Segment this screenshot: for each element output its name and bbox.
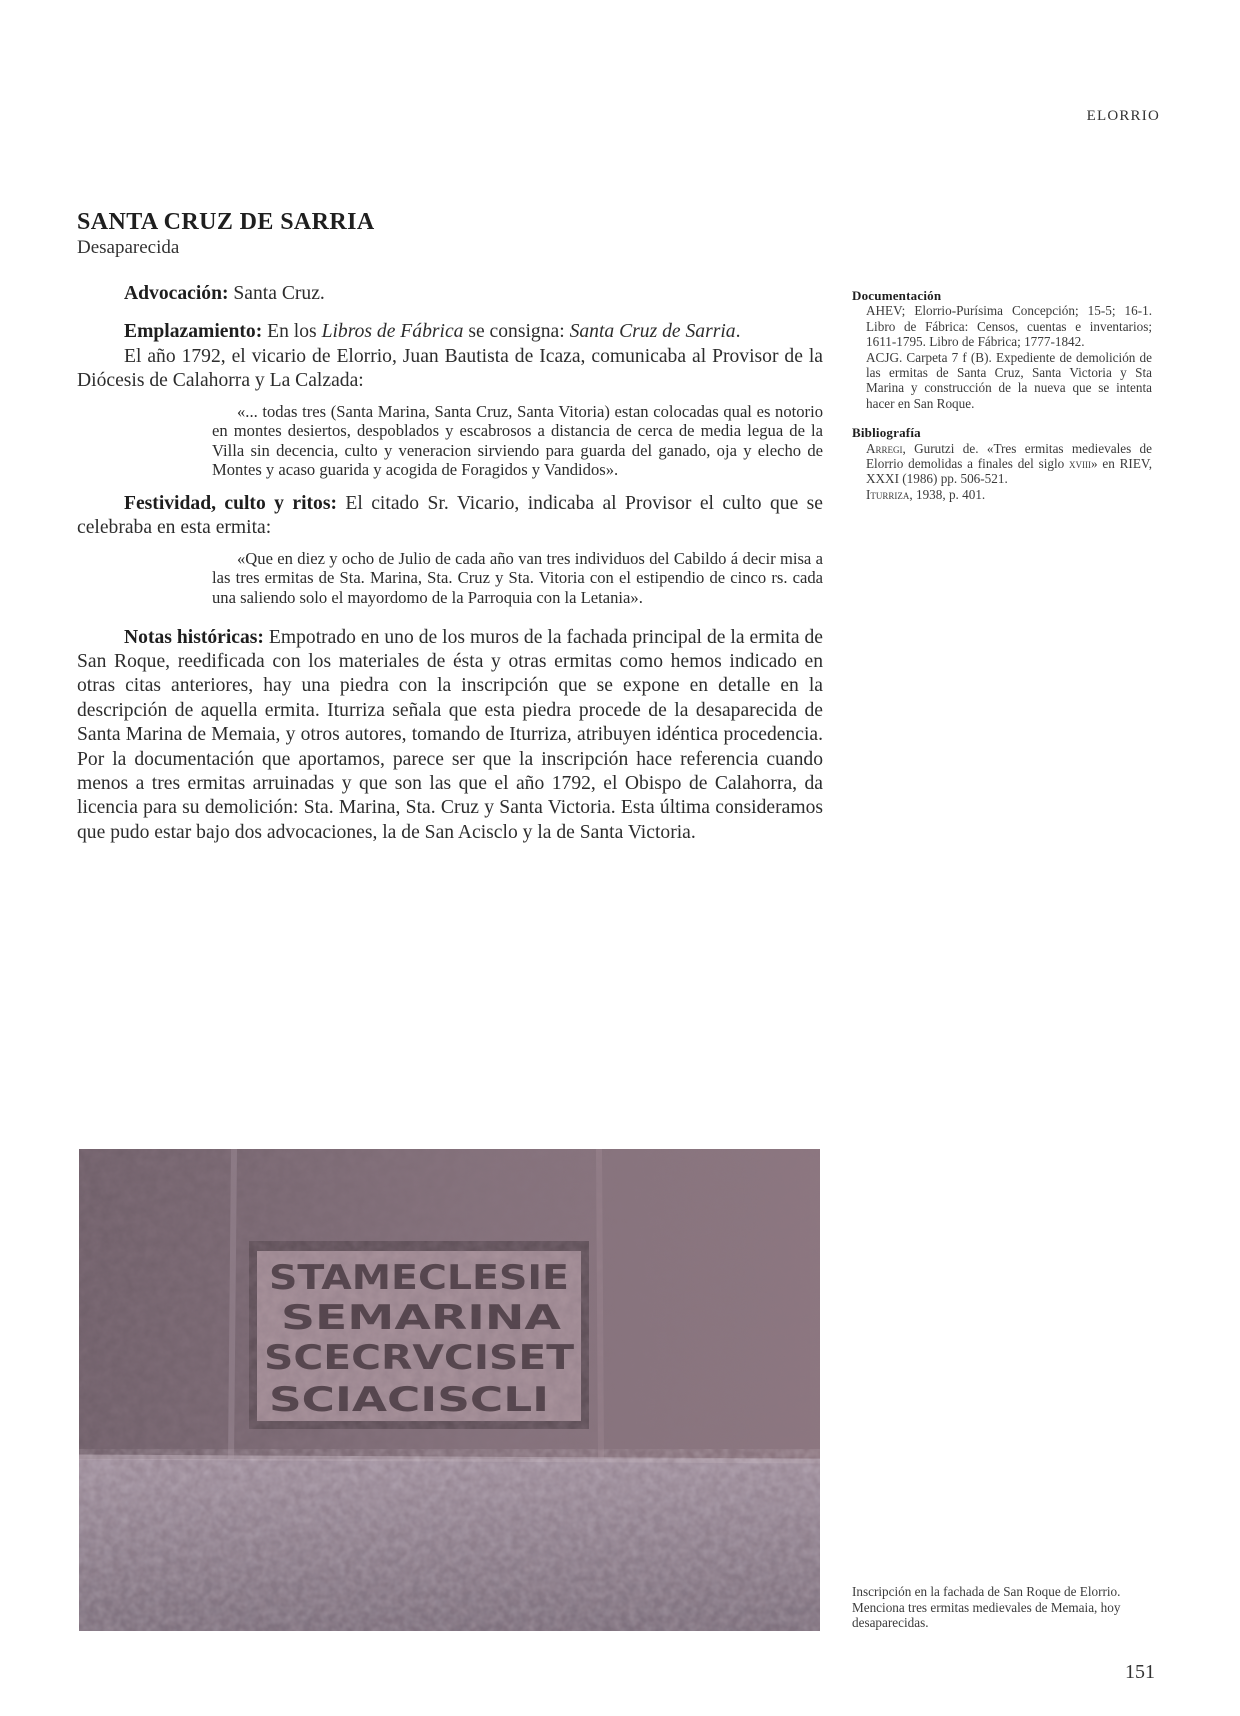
bibliografia-entry	[866, 487, 1152, 502]
title-block	[77, 208, 375, 260]
inscription-photo	[79, 1149, 820, 1631]
bibliografia-entry	[866, 441, 1152, 487]
emplazamiento-label: Emplazamiento:	[124, 321, 263, 343]
inscription-line: SCECRVCISET	[264, 1338, 575, 1378]
emplazamiento-text: se consigna:	[463, 321, 570, 343]
article-title: SANTA CRUZ DE SARRIA	[77, 209, 375, 235]
paragraph-1792: El año 1792, el vicario de Elorrio, Juan Bautista de Icaza, comunicaba al Provisor de la Diócesis de Calahorra y La Calzada:	[77, 345, 823, 392]
advocacion-paragraph	[77, 282, 823, 306]
notas-label: Notas históricas:	[124, 626, 264, 648]
inscription-carving	[264, 1258, 575, 1420]
article-subtitle: Desaparecida	[77, 237, 180, 258]
inscription-line: STAMECLESIE	[269, 1258, 569, 1298]
emplazamiento-paragraph	[77, 320, 823, 344]
inscription-line: SEMARINA	[281, 1298, 562, 1338]
quote-culto: «Que en diez y ocho de Julio de cada año van tres individuos del Cabildo á decir misa a las tres ermitas de Sta. Marina, Sta. Cruz y Sta. Vitoria con el estipendio de cinco rs. cada una saliendo solo el mayordomo de la Parroquia con la Letania».	[212, 548, 823, 607]
emplazamiento-text: .	[735, 321, 741, 343]
documentacion-entry: AHEV; Elorrio-Purísima Concepción; 15-5; 16-1. Libro de Fábrica: Censos, cuentas e inventarios; 1611-1795. Libro de Fábrica; 1777-1842.	[866, 303, 1152, 350]
festividad-paragraph	[77, 492, 823, 541]
page-number: 151	[1125, 1661, 1155, 1683]
bibliografia-author: Iturriza	[866, 486, 910, 502]
notas-paragraph	[77, 626, 823, 846]
sidebar	[852, 288, 1152, 502]
advocacion-label: Advocación:	[124, 283, 229, 304]
bibliografia-text: » en RIEV, XXXI (1986) pp. 506-521.	[866, 456, 1153, 487]
emplazamiento-quote: Santa Cruz de Sarria	[569, 321, 736, 343]
emplazamiento-book-title: Libros de Fábrica	[321, 321, 464, 343]
bibliografia-text: , Gurutzi de. «Tres ermitas medievales de Elorrio demolidas a finales del siglo	[866, 440, 1152, 472]
photo-caption: Inscripción en la fachada de San Roque de Elorrio. Menciona tres ermitas medievales de Memaia, hoy desaparecidas.	[852, 1584, 1121, 1631]
festividad-label: Festividad, culto y ritos:	[124, 493, 337, 514]
bibliografia-text: , 1938, p. 401.	[909, 486, 986, 502]
quote-vicario: «... todas tres (Santa Marina, Santa Cruz, Santa Vitoria) estan colocadas qual es notorio en montes desiertos, despoblados y escabrosos a distancia de cerca de media legua de la Villa sin decencia, culto y veneracion sirviendo para guarda del ganado, oja y elecho de Montes y acaso guarida y acogida de Foragidos y Vandidos».	[212, 401, 823, 480]
advocacion-text: Santa Cruz.	[228, 283, 325, 304]
bibliografia-heading: Bibliografía	[852, 425, 921, 441]
emplazamiento-text: En los	[262, 321, 322, 343]
main-column	[77, 282, 823, 845]
bibliografia-century: xviii	[1069, 456, 1092, 472]
documentacion-entry: ACJG. Carpeta 7 f (B). Expediente de demolición de las ermitas de Santa Cruz, Santa Victoria y Sta Marina y construcción de la nueva que se intenta hacer en San Roque.	[866, 349, 1152, 411]
inscription-line: SCIACISCLI	[269, 1380, 549, 1420]
notas-text: Empotrado en uno de los muros de la fachada principal de la ermita de San Roque, reedificada con los materiales de ésta y otras ermitas como hemos indicado en otras citas anteriores, hay una piedra con la inscripción que se expone en detalle en la descripción de aquella ermita. Iturriza señala que esta piedra procede de la desaparecida de Santa Marina de Memaia, y otros autores, tomando de Iturriza, atribuyen idéntica procedencia. Por la documentación que aportamos, parece ser que la inscripción hace referencia cuando menos a tres ermitas arruinadas y que son las que el año 1792, el Obispo de Calahorra, da licencia para su demolición: Sta. Marina, Sta. Cruz y Santa Victoria. Esta última consideramos que pudo estar bajo dos advocaciones, la de San Acisclo y la de Santa Victoria.	[77, 626, 823, 843]
festividad-text: El citado Sr. Vicario, indicaba al Provisor el culto que se celebraba en esta ermita:	[77, 493, 824, 539]
running-head: ELORRIO	[1086, 108, 1160, 124]
inscription-photo-image	[79, 1149, 820, 1631]
documentacion-heading: Documentación	[852, 288, 942, 303]
bibliografia-author: Arregi	[866, 440, 903, 456]
plinth-texture	[79, 1449, 820, 1631]
